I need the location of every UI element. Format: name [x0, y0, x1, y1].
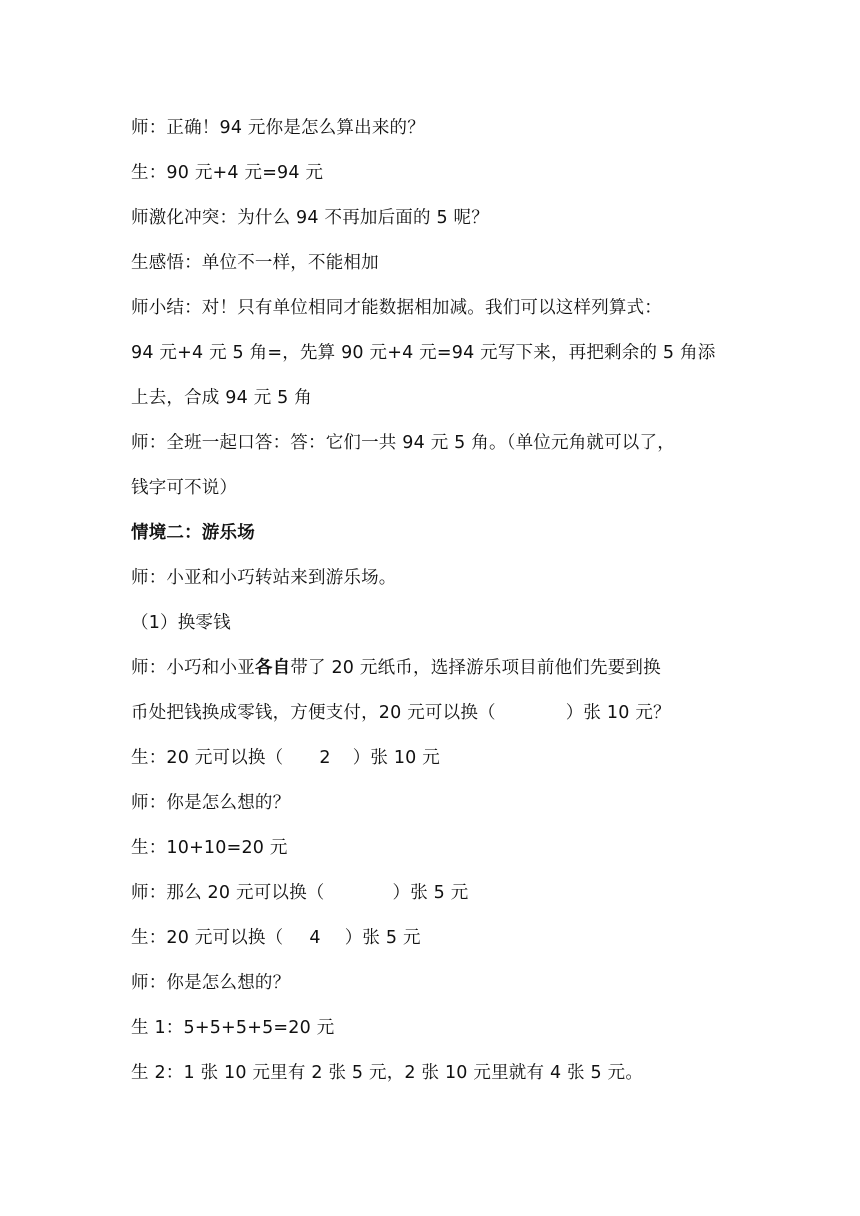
text-line: 生：10+10=20 元	[131, 838, 288, 858]
text-line: 师：你是怎么想的？	[131, 793, 291, 813]
text-segment: 生：20 元可以换（	[131, 928, 284, 948]
text-line	[131, 701, 741, 725]
text-line	[131, 926, 741, 950]
text-line	[131, 881, 741, 905]
text-segment: 师：小巧和小亚	[131, 658, 255, 678]
text-segment: ）张 10 元	[352, 748, 440, 768]
text-line: 生：90 元+4 元=94 元	[131, 163, 324, 183]
text-line: 生 2：1 张 10 元里有 2 张 5 元，2 张 10 元里就有 4 张 5 元。	[131, 1063, 644, 1083]
text-line: 生感悟：单位不一样，不能相加	[131, 253, 379, 273]
text-line: 生 1：5+5+5+5=20 元	[131, 1018, 335, 1038]
text-line	[131, 656, 741, 680]
text-segment: 生：20 元可以换（	[131, 748, 284, 768]
text-line	[131, 746, 741, 770]
text-line: 上去，合成 94 元 5 角	[131, 388, 312, 408]
text-line: 师：正确！94 元你是怎么算出来的？	[131, 118, 425, 138]
text-segment: ）张 10 元？	[565, 703, 671, 723]
text-line: 师：全班一起口答：答：它们一共 94 元 5 角。（单位元角就可以了，	[131, 433, 675, 453]
text-line: 师：你是怎么想的？	[131, 973, 291, 993]
text-segment: 师：那么 20 元可以换（	[131, 883, 325, 903]
text-line: 师小结：对！只有单位相同才能数据相加减。我们可以这样列算式：	[131, 298, 662, 318]
text-segment: ）张 5 元	[344, 928, 421, 948]
answer-value: 4	[309, 928, 321, 948]
text-segment: 带了 20 元纸币，选择游乐项目前他们先要到换	[290, 658, 661, 678]
text-line: 师激化冲突：为什么 94 不再加后面的 5 呢？	[131, 208, 489, 228]
text-line: 师：小亚和小巧转站来到游乐场。	[131, 568, 397, 588]
answer-value: 2	[319, 748, 331, 768]
text-segment: ）张 5 元	[392, 883, 469, 903]
text-line: 94 元+4 元 5 角=，先算 90 元+4 元=94 元写下来，再把剩余的 5 角添	[131, 343, 716, 363]
section-heading: 情境二：游乐场	[131, 523, 255, 543]
text-segment: 币处把钱换成零钱，方便支付，20 元可以换（	[131, 703, 496, 723]
text-line: （1）换零钱	[131, 613, 231, 633]
text-line: 钱字可不说）	[131, 478, 238, 498]
bold-text: 各自	[254, 658, 291, 678]
